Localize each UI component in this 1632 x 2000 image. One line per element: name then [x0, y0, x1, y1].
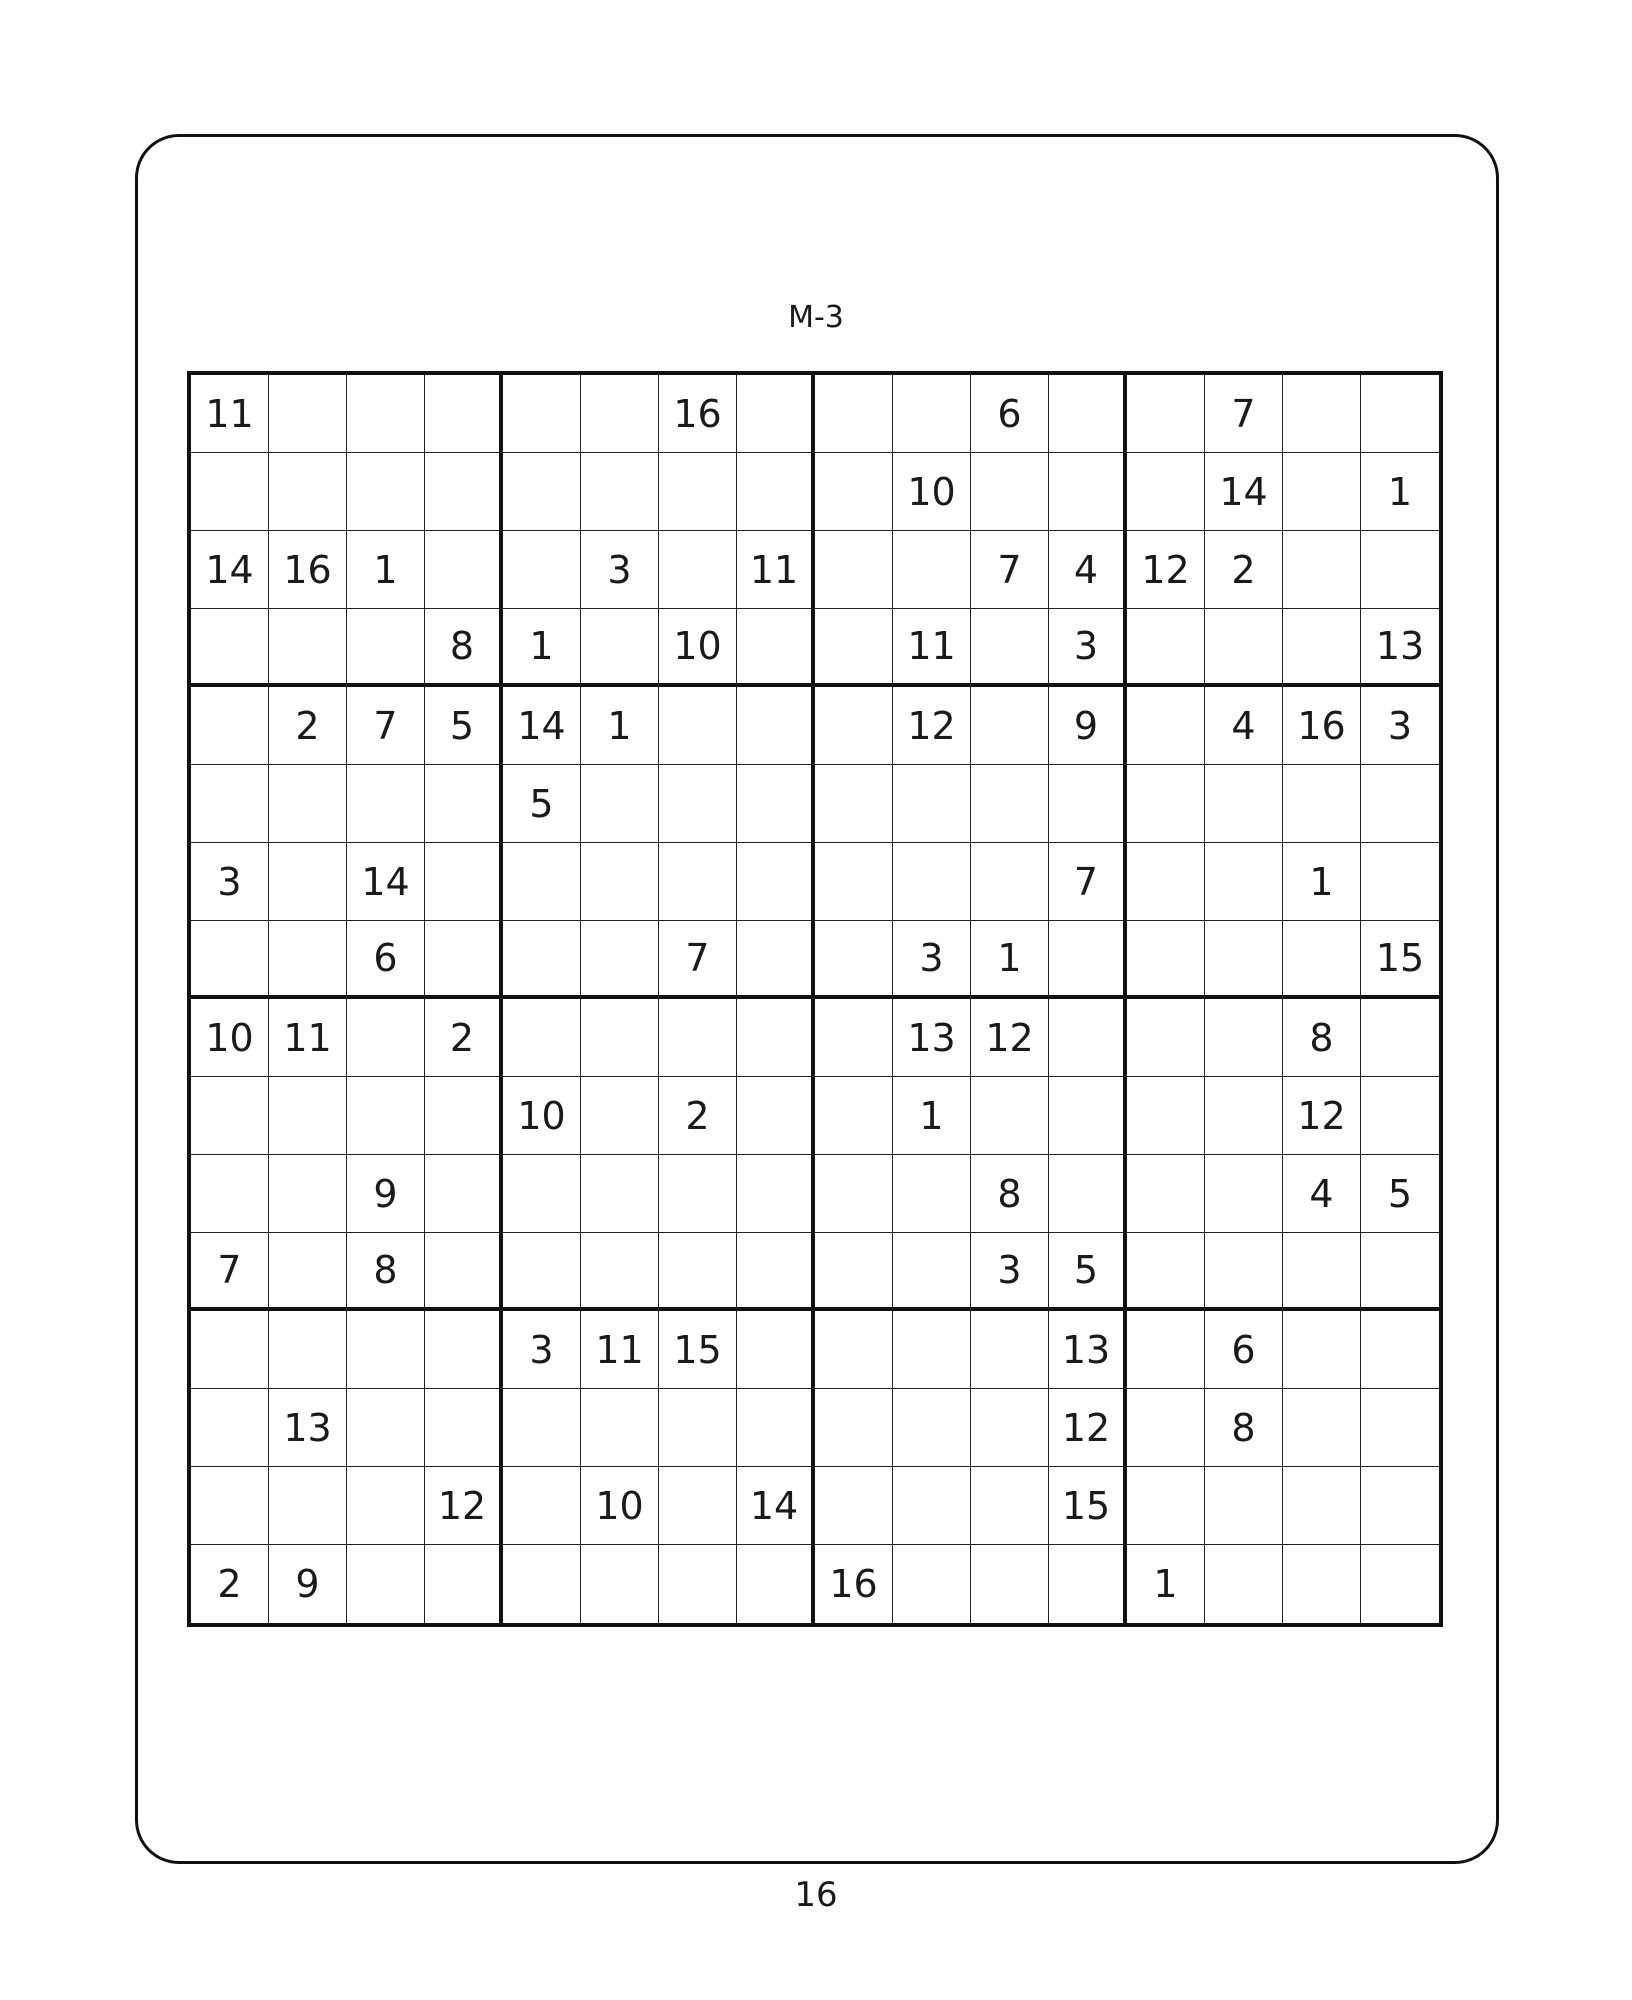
empty-cell[interactable]: [1127, 1077, 1205, 1155]
given-cell: 12: [1283, 1077, 1361, 1155]
given-cell: 10: [581, 1467, 659, 1545]
given-cell: 10: [503, 1077, 581, 1155]
empty-cell[interactable]: [425, 1155, 503, 1233]
given-cell: 8: [1205, 1389, 1283, 1467]
empty-cell[interactable]: [503, 1155, 581, 1233]
given-cell: 6: [347, 921, 425, 999]
empty-cell[interactable]: [425, 765, 503, 843]
empty-cell[interactable]: [347, 1077, 425, 1155]
empty-cell[interactable]: [425, 1077, 503, 1155]
empty-cell[interactable]: [1361, 1389, 1439, 1467]
given-cell: 2: [191, 1545, 269, 1623]
empty-cell[interactable]: [191, 1389, 269, 1467]
empty-cell[interactable]: [1049, 375, 1127, 453]
empty-cell[interactable]: [269, 1077, 347, 1155]
empty-cell[interactable]: [425, 531, 503, 609]
given-cell: 15: [1049, 1467, 1127, 1545]
empty-cell[interactable]: [893, 375, 971, 453]
empty-cell[interactable]: [815, 453, 893, 531]
empty-cell[interactable]: [347, 609, 425, 687]
given-cell: 11: [737, 531, 815, 609]
empty-cell[interactable]: [1049, 765, 1127, 843]
empty-cell[interactable]: [815, 375, 893, 453]
empty-cell[interactable]: [737, 999, 815, 1077]
empty-cell[interactable]: [425, 1545, 503, 1623]
empty-cell[interactable]: [191, 453, 269, 531]
empty-cell[interactable]: [1283, 531, 1361, 609]
empty-cell[interactable]: [815, 1389, 893, 1467]
empty-cell[interactable]: [737, 375, 815, 453]
empty-cell[interactable]: [1127, 453, 1205, 531]
empty-cell[interactable]: [737, 921, 815, 999]
given-cell: 3: [1049, 609, 1127, 687]
empty-cell[interactable]: [815, 1311, 893, 1389]
empty-cell[interactable]: [971, 687, 1049, 765]
empty-cell[interactable]: [191, 687, 269, 765]
empty-cell[interactable]: [425, 375, 503, 453]
empty-cell[interactable]: [659, 1467, 737, 1545]
given-cell: 1: [581, 687, 659, 765]
empty-cell[interactable]: [1205, 1077, 1283, 1155]
empty-cell[interactable]: [815, 843, 893, 921]
empty-cell[interactable]: [425, 921, 503, 999]
given-cell: 2: [1205, 531, 1283, 609]
empty-cell[interactable]: [1205, 1545, 1283, 1623]
empty-cell[interactable]: [503, 531, 581, 609]
empty-cell[interactable]: [971, 1077, 1049, 1155]
empty-cell[interactable]: [737, 1311, 815, 1389]
given-cell: 4: [1205, 687, 1283, 765]
given-cell: 14: [347, 843, 425, 921]
empty-cell[interactable]: [659, 1155, 737, 1233]
empty-cell[interactable]: [737, 1545, 815, 1623]
empty-cell[interactable]: [1283, 921, 1361, 999]
empty-cell[interactable]: [191, 1155, 269, 1233]
empty-cell[interactable]: [893, 765, 971, 843]
given-cell: 3: [581, 531, 659, 609]
empty-cell[interactable]: [503, 843, 581, 921]
sudoku-grid: [187, 371, 1443, 1627]
given-cell: 2: [659, 1077, 737, 1155]
empty-cell[interactable]: [191, 1467, 269, 1545]
given-cell: 9: [269, 1545, 347, 1623]
given-cell: 3: [893, 921, 971, 999]
empty-cell[interactable]: [503, 1389, 581, 1467]
empty-cell[interactable]: [1361, 375, 1439, 453]
empty-cell[interactable]: [659, 1233, 737, 1311]
empty-cell[interactable]: [1283, 1467, 1361, 1545]
empty-cell[interactable]: [971, 1311, 1049, 1389]
empty-cell[interactable]: [1127, 375, 1205, 453]
empty-cell[interactable]: [503, 1233, 581, 1311]
given-cell: 11: [893, 609, 971, 687]
empty-cell[interactable]: [347, 453, 425, 531]
empty-cell[interactable]: [737, 687, 815, 765]
puzzle-title: M-3: [788, 300, 844, 335]
empty-cell[interactable]: [269, 609, 347, 687]
empty-cell[interactable]: [971, 609, 1049, 687]
empty-cell[interactable]: [581, 1155, 659, 1233]
empty-cell[interactable]: [659, 999, 737, 1077]
empty-cell[interactable]: [1205, 843, 1283, 921]
empty-cell[interactable]: [425, 453, 503, 531]
given-cell: 1: [1283, 843, 1361, 921]
empty-cell[interactable]: [191, 609, 269, 687]
given-cell: 3: [1361, 687, 1439, 765]
given-cell: 1: [971, 921, 1049, 999]
empty-cell[interactable]: [1049, 453, 1127, 531]
empty-cell[interactable]: [815, 531, 893, 609]
empty-cell[interactable]: [347, 1467, 425, 1545]
empty-cell[interactable]: [269, 1467, 347, 1545]
empty-cell[interactable]: [269, 1155, 347, 1233]
empty-cell[interactable]: [425, 1389, 503, 1467]
empty-cell[interactable]: [737, 1233, 815, 1311]
empty-cell[interactable]: [269, 921, 347, 999]
empty-cell[interactable]: [659, 1389, 737, 1467]
given-cell: 3: [503, 1311, 581, 1389]
empty-cell[interactable]: [1283, 765, 1361, 843]
empty-cell[interactable]: [503, 921, 581, 999]
given-cell: 13: [1361, 609, 1439, 687]
empty-cell[interactable]: [971, 453, 1049, 531]
empty-cell[interactable]: [893, 1545, 971, 1623]
empty-cell[interactable]: [191, 1311, 269, 1389]
empty-cell[interactable]: [815, 1155, 893, 1233]
empty-cell[interactable]: [347, 999, 425, 1077]
empty-cell[interactable]: [1127, 609, 1205, 687]
empty-cell[interactable]: [1127, 999, 1205, 1077]
given-cell: 10: [191, 999, 269, 1077]
given-cell: 8: [425, 609, 503, 687]
empty-cell[interactable]: [1361, 1077, 1439, 1155]
empty-cell[interactable]: [815, 921, 893, 999]
given-cell: 10: [659, 609, 737, 687]
empty-cell[interactable]: [1361, 843, 1439, 921]
empty-cell[interactable]: [737, 453, 815, 531]
empty-cell[interactable]: [1283, 453, 1361, 531]
empty-cell[interactable]: [347, 375, 425, 453]
given-cell: 7: [971, 531, 1049, 609]
empty-cell[interactable]: [1127, 1467, 1205, 1545]
given-cell: 12: [425, 1467, 503, 1545]
empty-cell[interactable]: [503, 1545, 581, 1623]
empty-cell[interactable]: [581, 1545, 659, 1623]
given-cell: 6: [971, 375, 1049, 453]
given-cell: 13: [269, 1389, 347, 1467]
empty-cell[interactable]: [815, 687, 893, 765]
empty-cell[interactable]: [1283, 1311, 1361, 1389]
empty-cell[interactable]: [503, 375, 581, 453]
given-cell: 5: [1049, 1233, 1127, 1311]
empty-cell[interactable]: [893, 531, 971, 609]
empty-cell[interactable]: [737, 843, 815, 921]
empty-cell[interactable]: [503, 453, 581, 531]
given-cell: 7: [191, 1233, 269, 1311]
empty-cell[interactable]: [1283, 609, 1361, 687]
given-cell: 7: [347, 687, 425, 765]
given-cell: 13: [893, 999, 971, 1077]
empty-cell[interactable]: [347, 1389, 425, 1467]
empty-cell[interactable]: [737, 609, 815, 687]
given-cell: 14: [737, 1467, 815, 1545]
given-cell: 11: [581, 1311, 659, 1389]
empty-cell[interactable]: [815, 1233, 893, 1311]
given-cell: 7: [1049, 843, 1127, 921]
given-cell: 8: [971, 1155, 1049, 1233]
empty-cell[interactable]: [581, 1233, 659, 1311]
empty-cell[interactable]: [191, 765, 269, 843]
empty-cell[interactable]: [425, 1311, 503, 1389]
empty-cell[interactable]: [347, 1545, 425, 1623]
given-cell: 2: [425, 999, 503, 1077]
empty-cell[interactable]: [971, 1467, 1049, 1545]
empty-cell[interactable]: [737, 1389, 815, 1467]
given-cell: 14: [191, 531, 269, 609]
given-cell: 16: [659, 375, 737, 453]
given-cell: 8: [1283, 999, 1361, 1077]
empty-cell[interactable]: [971, 1389, 1049, 1467]
empty-cell[interactable]: [893, 1233, 971, 1311]
empty-cell[interactable]: [1127, 765, 1205, 843]
given-cell: 9: [347, 1155, 425, 1233]
empty-cell[interactable]: [815, 609, 893, 687]
empty-cell[interactable]: [659, 1545, 737, 1623]
empty-cell[interactable]: [1205, 1233, 1283, 1311]
empty-cell[interactable]: [815, 765, 893, 843]
empty-cell[interactable]: [1361, 1233, 1439, 1311]
given-cell: 1: [893, 1077, 971, 1155]
given-cell: 5: [425, 687, 503, 765]
empty-cell[interactable]: [1127, 843, 1205, 921]
given-cell: 4: [1283, 1155, 1361, 1233]
empty-cell[interactable]: [1049, 1155, 1127, 1233]
empty-cell[interactable]: [1361, 1545, 1439, 1623]
empty-cell[interactable]: [1127, 1233, 1205, 1311]
empty-cell[interactable]: [581, 999, 659, 1077]
empty-cell[interactable]: [815, 1467, 893, 1545]
empty-cell[interactable]: [1283, 1233, 1361, 1311]
given-cell: 13: [1049, 1311, 1127, 1389]
empty-cell[interactable]: [1361, 531, 1439, 609]
empty-cell[interactable]: [269, 843, 347, 921]
given-cell: 4: [1049, 531, 1127, 609]
empty-cell[interactable]: [1283, 1545, 1361, 1623]
empty-cell[interactable]: [503, 999, 581, 1077]
given-cell: 15: [659, 1311, 737, 1389]
empty-cell[interactable]: [269, 375, 347, 453]
empty-cell[interactable]: [425, 843, 503, 921]
empty-cell[interactable]: [581, 453, 659, 531]
given-cell: 7: [659, 921, 737, 999]
given-cell: 15: [1361, 921, 1439, 999]
given-cell: 14: [503, 687, 581, 765]
empty-cell[interactable]: [581, 765, 659, 843]
empty-cell[interactable]: [1205, 1155, 1283, 1233]
empty-cell[interactable]: [1049, 921, 1127, 999]
empty-cell[interactable]: [1361, 1467, 1439, 1545]
empty-cell[interactable]: [347, 765, 425, 843]
empty-cell[interactable]: [1283, 1389, 1361, 1467]
empty-cell[interactable]: [659, 765, 737, 843]
empty-cell[interactable]: [1127, 1155, 1205, 1233]
given-cell: 6: [1205, 1311, 1283, 1389]
empty-cell[interactable]: [971, 765, 1049, 843]
given-cell: 16: [1283, 687, 1361, 765]
empty-cell[interactable]: [737, 1077, 815, 1155]
given-cell: 16: [815, 1545, 893, 1623]
empty-cell[interactable]: [581, 843, 659, 921]
empty-cell[interactable]: [971, 1545, 1049, 1623]
empty-cell[interactable]: [1361, 1311, 1439, 1389]
empty-cell[interactable]: [347, 1311, 425, 1389]
empty-cell[interactable]: [893, 1467, 971, 1545]
empty-cell[interactable]: [425, 1233, 503, 1311]
empty-cell[interactable]: [1127, 921, 1205, 999]
empty-cell[interactable]: [1049, 1545, 1127, 1623]
empty-cell[interactable]: [893, 1155, 971, 1233]
empty-cell[interactable]: [737, 1155, 815, 1233]
empty-cell[interactable]: [1049, 999, 1127, 1077]
empty-cell[interactable]: [815, 1077, 893, 1155]
given-cell: 5: [1361, 1155, 1439, 1233]
empty-cell[interactable]: [581, 1077, 659, 1155]
given-cell: 11: [191, 375, 269, 453]
given-cell: 5: [503, 765, 581, 843]
empty-cell[interactable]: [191, 1077, 269, 1155]
given-cell: 12: [1127, 531, 1205, 609]
empty-cell[interactable]: [1127, 687, 1205, 765]
empty-cell[interactable]: [893, 1311, 971, 1389]
empty-cell[interactable]: [1205, 609, 1283, 687]
given-cell: 11: [269, 999, 347, 1077]
empty-cell[interactable]: [1205, 1467, 1283, 1545]
given-cell: 1: [503, 609, 581, 687]
page-number: 16: [794, 1875, 838, 1915]
empty-cell[interactable]: [581, 921, 659, 999]
empty-cell[interactable]: [269, 765, 347, 843]
empty-cell[interactable]: [659, 453, 737, 531]
empty-cell[interactable]: [893, 1389, 971, 1467]
empty-cell[interactable]: [581, 609, 659, 687]
given-cell: 1: [1361, 453, 1439, 531]
given-cell: 16: [269, 531, 347, 609]
empty-cell[interactable]: [971, 843, 1049, 921]
given-cell: 12: [1049, 1389, 1127, 1467]
empty-cell[interactable]: [581, 375, 659, 453]
given-cell: 8: [347, 1233, 425, 1311]
empty-cell[interactable]: [503, 1467, 581, 1545]
given-cell: 3: [971, 1233, 1049, 1311]
empty-cell[interactable]: [1361, 765, 1439, 843]
given-cell: 7: [1205, 375, 1283, 453]
given-cell: 12: [893, 687, 971, 765]
empty-cell[interactable]: [659, 843, 737, 921]
given-cell: 1: [347, 531, 425, 609]
empty-cell[interactable]: [659, 687, 737, 765]
empty-cell[interactable]: [1205, 999, 1283, 1077]
empty-cell[interactable]: [659, 531, 737, 609]
given-cell: 2: [269, 687, 347, 765]
empty-cell[interactable]: [269, 1233, 347, 1311]
empty-cell[interactable]: [269, 1311, 347, 1389]
empty-cell[interactable]: [1283, 375, 1361, 453]
empty-cell[interactable]: [1127, 1311, 1205, 1389]
empty-cell[interactable]: [815, 999, 893, 1077]
given-cell: 1: [1127, 1545, 1205, 1623]
given-cell: 14: [1205, 453, 1283, 531]
empty-cell[interactable]: [1361, 999, 1439, 1077]
empty-cell[interactable]: [1127, 1389, 1205, 1467]
empty-cell[interactable]: [191, 921, 269, 999]
empty-cell[interactable]: [581, 1389, 659, 1467]
empty-cell[interactable]: [1205, 921, 1283, 999]
empty-cell[interactable]: [269, 453, 347, 531]
empty-cell[interactable]: [1049, 1077, 1127, 1155]
given-cell: 9: [1049, 687, 1127, 765]
empty-cell[interactable]: [737, 765, 815, 843]
given-cell: 12: [971, 999, 1049, 1077]
empty-cell[interactable]: [1205, 765, 1283, 843]
given-cell: 3: [191, 843, 269, 921]
given-cell: 10: [893, 453, 971, 531]
empty-cell[interactable]: [893, 843, 971, 921]
